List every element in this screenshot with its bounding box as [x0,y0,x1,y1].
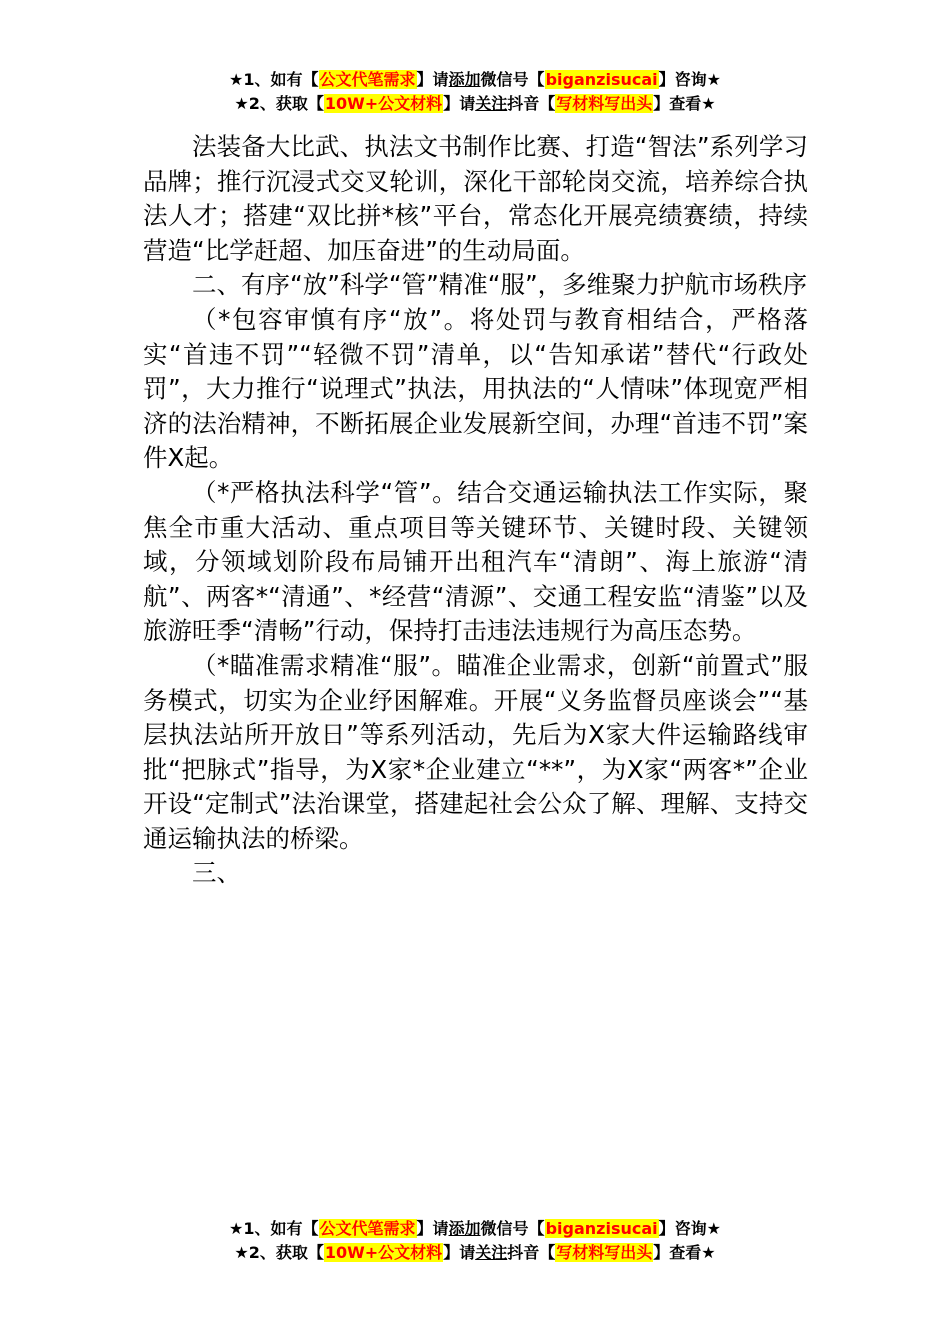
banner-underlined-text: 添加 [448,1219,481,1238]
banner-text: 抖音【 [507,1243,556,1262]
banner-text: ★1、如有【 [229,1219,319,1238]
banner-text: 微信号【 [480,70,545,89]
paragraph-serve: （*瞄准需求精准“服”。瞄准企业需求，创新“前置式”服务模式，切实为企业纾困解难。开展“义务监督员座谈会”“基层执法站所开放日”等系列活动，先后为X家大件运输路线审批“把脉式”指导，为X家*企业建立“**”，为X家“两客*”企业开设“定制式”法治课堂，搭建起社会公众了解、理解、支持交通运输执法的桥梁。 [143,650,808,853]
banner-underlined-text: 关注 [475,1243,508,1262]
highlight-writing-service: 公文代笔需求 [319,1219,416,1238]
banner-text: 】请 [443,1243,476,1262]
banner-text: 】咨询★ [658,1219,721,1238]
banner-text: 】咨询★ [658,70,721,89]
highlight-materials: 10W+公文材料 [324,1243,443,1262]
banner-text: ★1、如有【 [229,70,319,89]
top-banner [0,68,950,116]
banner-text: 微信号【 [480,1219,545,1238]
banner-text: 】请 [416,1219,449,1238]
section-heading-2: 二、有序“放”科学“管”精准“服”，多维聚力护航市场秩序 [192,270,808,300]
banner-text: 】查看★ [653,94,716,113]
banner-text: 】请 [416,70,449,89]
paragraph-manage: （*严格执法科学“管”。结合交通运输执法工作实际，聚焦全市重大活动、重点项目等关键环节、关键时段、关键领域，分领域划阶段布局铺开出租汽车“清朗”、海上旅游“清航”、两客*“清通”、*经营“清源”、交通工程安监“清鉴”以及旅游旺季“清畅”行动，保持打击违法违规行为高压态势。 [143,477,808,646]
banner-line-1 [0,68,950,92]
banner-text: ★2、获取【 [234,94,324,113]
banner-text: ★2、获取【 [234,1243,324,1262]
highlight-materials: 10W+公文材料 [324,94,443,113]
highlight-douyin-account: 写材料写出头 [556,94,653,113]
banner-line-1 [0,1217,950,1241]
section-heading-3: 三、 [192,858,241,888]
banner-line-2 [0,92,950,116]
banner-text: 抖音【 [507,94,556,113]
bottom-banner [0,1217,950,1265]
highlight-writing-service: 公文代笔需求 [319,70,416,89]
banner-underlined-text: 关注 [475,94,508,113]
banner-underlined-text: 添加 [448,70,481,89]
banner-text: 】查看★ [653,1243,716,1262]
highlight-wechat-id: biganzisucai [545,1219,658,1238]
highlight-wechat-id: biganzisucai [545,70,658,89]
banner-text: 】请 [443,94,476,113]
banner-line-2 [0,1241,950,1265]
paragraph-continued: 法装备大比武、执法文书制作比赛、打造“智法”系列学习品牌；推行沉浸式交叉轮训，深化干部轮岗交流，培养综合执法人才；搭建“双比拼*核”平台，常态化开展亮绩赛绩，持续营造“比学赶超、加压奋进”的生动局面。 [143,132,808,265]
document-body [143,130,808,891]
paragraph-relax: （*包容审慎有序“放”。将处罚与教育相结合，严格落实“首违不罚”“轻微不罚”清单，以“告知承诺”替代“行政处罚”，大力推行“说理式”执法，用执法的“人情味”体现宽严相济的法治精神，不断拓展企业发展新空间，办理“首违不罚”案件X起。 [143,304,808,473]
highlight-douyin-account: 写材料写出头 [556,1243,653,1262]
